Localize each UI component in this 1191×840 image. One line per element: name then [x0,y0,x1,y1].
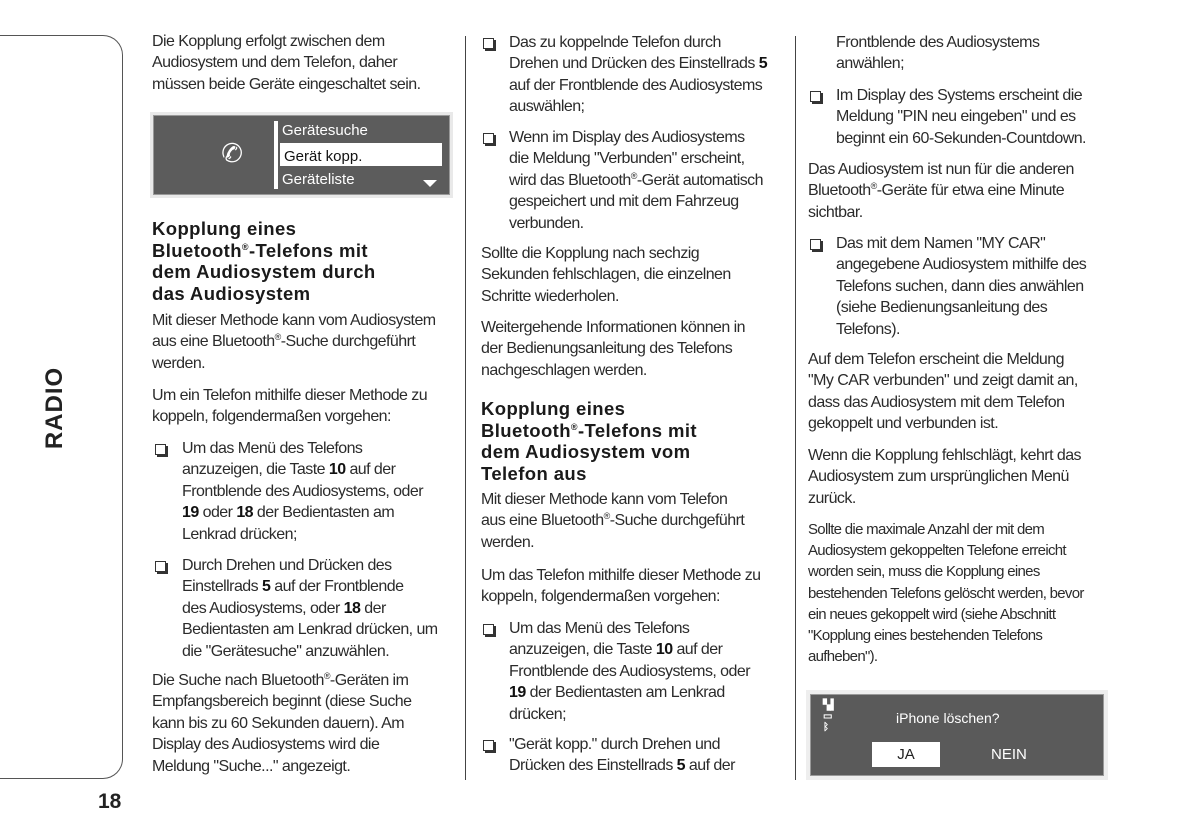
text-segment: der Bedientasten am Lenkrad drücken, um die "Gerätesuche" anzuwählen. [182,599,438,660]
registered-mark: ® [870,181,877,192]
registered-mark: ® [241,241,249,252]
text-segment: auf der Frontblende des Audiosystems, oder [182,578,404,617]
bullet-icon [483,133,494,144]
paragraph [152,310,462,374]
text-segment: -Geräten im Empfangsbereich beginnt (diese Suche kann bis zu 60 Sekunden dauern). Am Display des Audiosystems wird die Meldung "Suche..." angezeigt. [152,672,412,775]
bullet-item [836,233,1116,340]
bullet-item [509,618,789,725]
paragraph [481,489,791,553]
text-segment: Um das Menü des Telefons anzuzeigen, die Taste [509,620,690,659]
text-segment: -Geräte für etwa eine Minute sichtbar. [808,182,1065,221]
bold-key-number: 18 [236,504,254,522]
text-segment: -Telefons mit dem Audiosystem durch das Audiosystem [152,239,376,304]
text-segment: auf der [685,757,735,775]
bold-key-number: 5 [262,578,271,596]
paragraph [152,670,462,777]
paragraph [481,243,791,307]
text-segment: -Telefons mit dem Audiosystem vom Telefon aus [481,419,697,484]
text-segment: Das mit dem Namen "MY CAR" angegebene Audiosystem mithilfe des Telefons suchen, dann dies anwählen (siehe Bedienungsanleitung des Telefons). [836,235,1087,338]
paragraph [481,565,791,608]
text-segment: Mit dieser Methode kann vom Telefon aus eine Bluetooth [481,491,728,530]
menu-item-selected: Gerät kopp. [280,143,442,166]
bullet-icon [483,38,494,49]
section-heading [152,218,462,304]
menu-item: Geräteliste [282,171,355,188]
text-segment: Mit dieser Methode kann vom Audiosystem aus eine Bluetooth [152,312,436,351]
bullet-icon [483,740,494,751]
text-segment: der Bedientasten am Lenkrad drücken; [182,504,395,543]
text-segment: der Bedientasten am Lenkrad drücken; [509,684,725,723]
text-segment: "Gerät kopp." durch Drehen und Drücken des Einstellrads [509,736,720,775]
bullet-continuation [836,32,1116,75]
text-segment: oder [198,504,237,522]
note-paragraph [808,519,1118,667]
bluetooth-icon: ᛒ [823,722,829,733]
bullet-item [836,85,1116,149]
text-segment: Frontblende des Audiosystems anwählen; [836,34,1040,73]
section-tab-label: RADIO [41,366,68,450]
text-segment: Wenn die Kopplung fehlschlägt, kehrt das Audiosystem zum ursprünglichen Menü zurück. [808,447,1082,507]
paragraph [808,159,1118,223]
text-segment: auf der Frontblende des Audiosystems auswählen; [509,76,763,116]
bullet-icon [483,624,494,635]
bullet-icon [810,239,821,250]
paragraph [808,349,1118,435]
delete-phone-display-image [810,694,1104,776]
intro-paragraph [152,31,462,95]
text-segment: Sollte die maximale Anzahl der mit dem Audiosystem gekoppelten Telefone erreicht worden sein, muss die Kopplung eines bestehenden Telefons gelöscht werden, bevor ein neues gekoppelt wird (siehe Abschnitt "Kopplung eines bestehenden Telefons aufheben"). [808,521,1084,666]
text-segment: -Gerät automatisch gespeichert und mit dem Fahrzeug verbunden. [509,171,763,232]
text-segment: auf der Frontblende des Audiosystems, oder [509,641,751,680]
scroll-down-icon [423,180,437,187]
signal-icon: ▚▍ [823,700,839,711]
menu-item: Gerätesuche [282,122,368,139]
registered-mark: ® [570,421,578,432]
registered-mark: ® [274,332,281,343]
text-segment: Die Kopplung erfolgt zwischen dem Audiosystem und dem Telefon, daher müssen beide Geräte eingeschaltet sein. [152,33,421,93]
registered-mark: ® [323,671,330,681]
text-segment: Wenn im Display des Audiosystems die Meldung "Verbunden" erscheint, wird das Bluetooth [509,129,745,189]
bold-key-number: 19 [509,684,526,702]
text-segment: Um das Telefon mithilfe dieser Methode zu koppeln, folgendermaßen vorgehen: [481,567,761,606]
battery-icon: ▭ [823,711,833,722]
column-divider [465,36,466,780]
text-segment: Das zu koppelnde Telefon durch Drehen und Drücken des Einstellrads [509,34,755,73]
paragraph [152,385,462,428]
bold-key-number: 5 [676,757,686,775]
paragraph [481,317,791,381]
phone-icon: ✆ [218,136,246,170]
registered-mark: ® [630,170,637,181]
text-segment: Weitergehende Informationen können in der Bedienungsanleitung des Telefons nachgeschlagen werden. [481,319,745,379]
text-segment: Durch Drehen und Drücken des Einstellrads [182,557,392,596]
text-segment: Im Display des Systems erscheint die Meldung "PIN neu eingeben" und es beginnt ein 60-Sekunden-Countdown. [836,87,1086,147]
bullet-item [182,438,462,545]
bold-key-number: 10 [328,461,346,479]
bold-key-number: 5 [758,55,768,73]
registered-mark: ® [603,511,610,522]
text-segment: -Suche durchgeführt werden. [481,512,745,551]
bullet-item [182,555,462,662]
bullet-icon [155,444,166,455]
bullet-item [509,127,789,234]
text-segment: -Suche durchgeführt werden. [152,333,416,372]
text-segment: Um ein Telefon mithilfe dieser Methode zu koppeln, folgendermaßen vorgehen: [152,387,428,426]
section-heading [481,398,791,484]
no-option: NEIN [991,746,1027,763]
delete-question: iPhone löschen? [896,710,1000,726]
bullet-item [509,734,789,777]
menu-divider [274,121,278,189]
text-segment: Sollte die Kopplung nach sechzig Sekunden fehlschlagen, die einzelnen Schritte wiederholen. [481,245,731,305]
bullet-icon [155,561,166,572]
text-segment: Kopplung eines Bluetooth [152,218,297,261]
column-divider [795,36,796,780]
display-menu-image [153,115,450,195]
bullet-item [509,32,789,118]
bold-key-number: 19 [182,504,199,522]
text-segment: Die Suche nach Bluetooth [152,672,324,689]
bold-key-number: 18 [343,599,361,617]
paragraph [808,445,1118,509]
text-segment: auf der Frontblende des Audiosystems, oder [182,461,424,500]
page-number: 18 [98,790,122,813]
text-segment: Das Audiosystem ist nun für die anderen Bluetooth [808,161,1074,200]
yes-option-selected: JA [872,742,940,767]
bold-key-number: 10 [655,641,673,659]
bullet-icon [810,91,821,102]
text-segment: Kopplung eines Bluetooth [481,398,626,441]
text-segment: Um das Menü des Telefons anzuzeigen, die Taste [182,440,363,479]
text-segment: Auf dem Telefon erscheint die Meldung "My CAR verbunden" und zeigt damit an, dass das Audiosystem mit dem Telefon gekoppelt und verbunden ist. [808,351,1078,433]
status-icons [823,700,838,733]
